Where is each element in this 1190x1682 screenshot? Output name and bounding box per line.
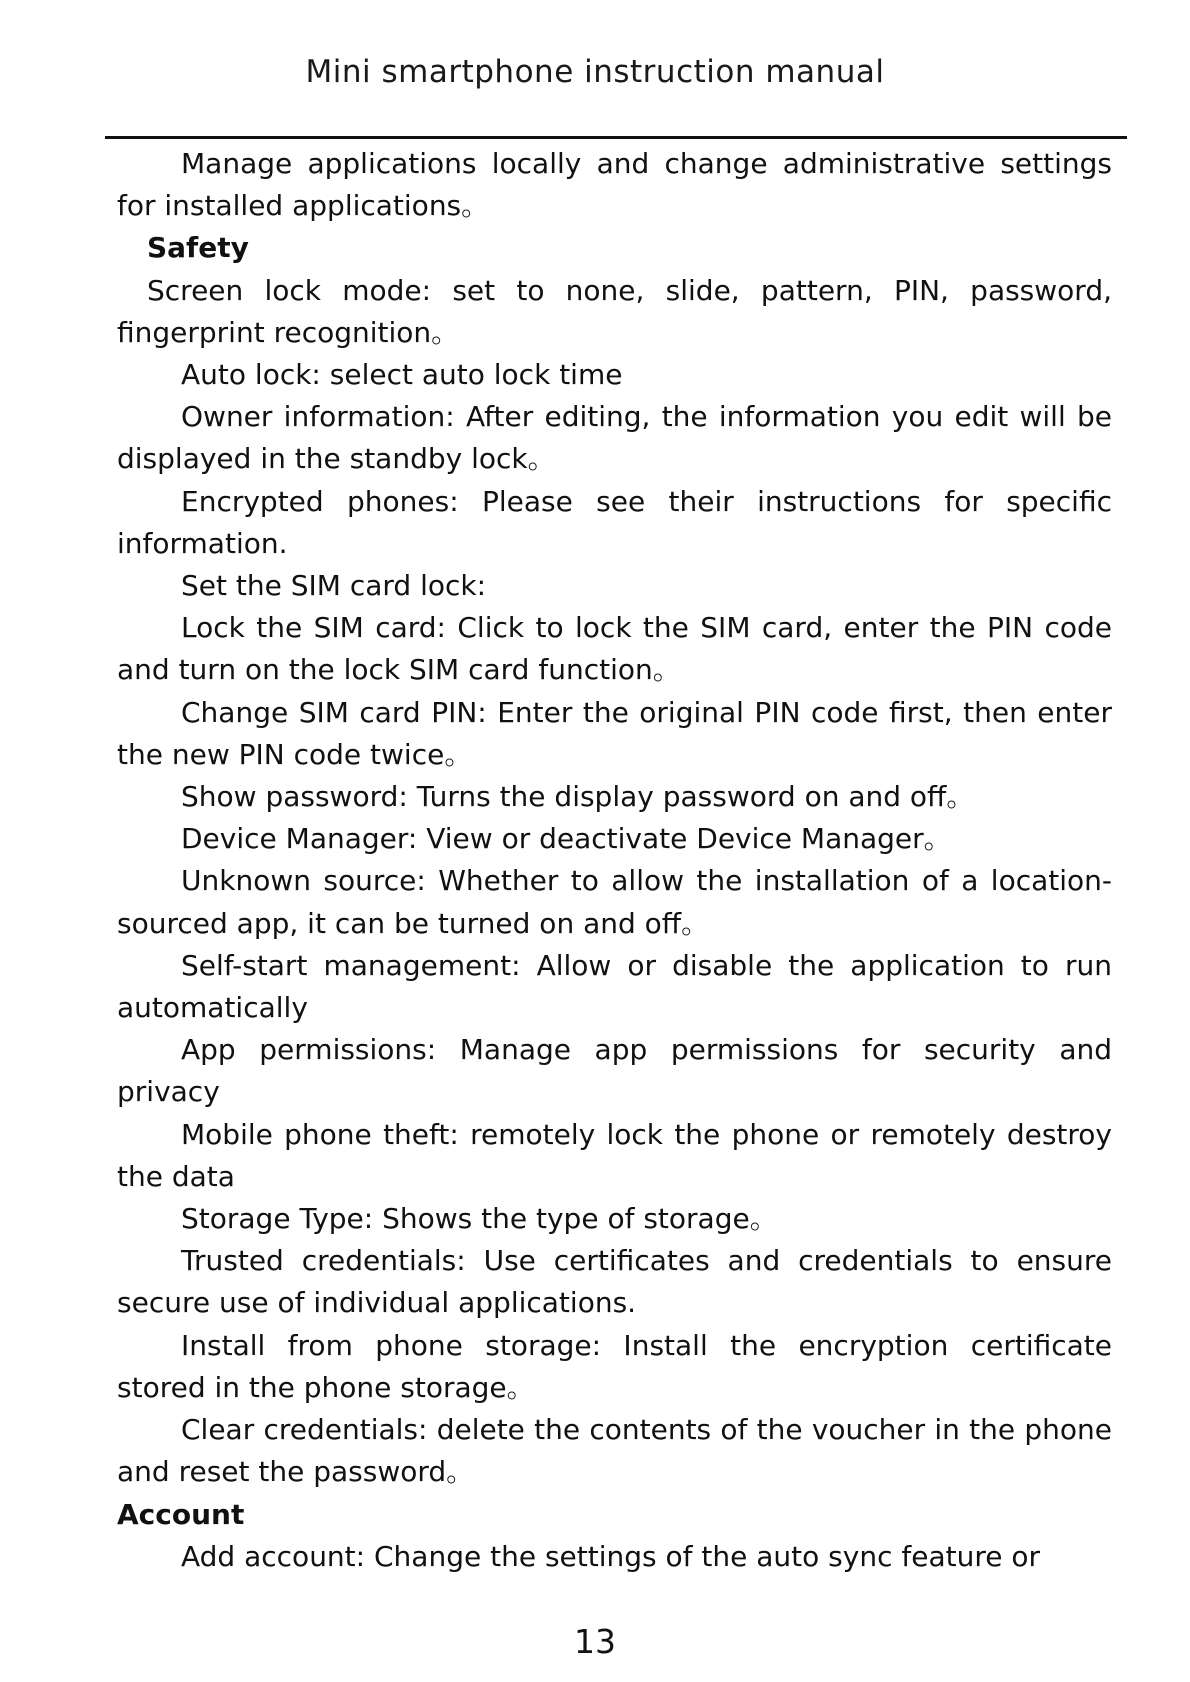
safety-item-show-password: Show password: Turns the display password on and off。 — [181, 780, 975, 814]
safety-item-screen-lock: Screen lock mode: set to none, slide, pattern, PIN, password, fingerprint recognition。 — [117, 273, 1112, 349]
section-heading-account: Account — [117, 1497, 245, 1531]
account-item-add-account: Add account: Change the settings of the auto sync feature or — [181, 1539, 1040, 1573]
safety-item-unknown-source: Unknown source: Whether to allow the installation of a location-sourced app, it can be turned on and off。 — [117, 864, 1112, 940]
safety-item-change-sim-pin: Change SIM card PIN: Enter the original PIN code first, then enter the new PIN code twice。 — [117, 695, 1112, 771]
intro-paragraph: Manage applications locally and change administrative settings for installed applications。 — [117, 147, 1112, 223]
safety-item-self-start: Self-start management: Allow or disable the application to run automatically — [117, 948, 1112, 1025]
safety-item-device-manager: Device Manager: View or deactivate Device Manager。 — [181, 822, 952, 856]
safety-item-sim-card-lock: Set the SIM card lock: — [181, 569, 487, 603]
manual-body — [117, 143, 1112, 1578]
safety-item-owner-information: Owner information: After editing, the information you edit will be displayed in the standby lock。 — [117, 400, 1112, 476]
safety-item-trusted-credentials: Trusted credentials: Use certificates and credentials to ensure secure use of individual applications. — [117, 1244, 1112, 1320]
safety-item-auto-lock: Auto lock: select auto lock time — [181, 358, 623, 392]
page-number: 13 — [574, 1622, 616, 1661]
safety-item-app-permissions: App permissions: Manage app permissions for security and privacy — [117, 1033, 1112, 1109]
safety-item-phone-theft: Mobile phone theft: remotely lock the phone or remotely destroy the data — [117, 1117, 1112, 1193]
page-header-title: Mini smartphone instruction manual — [305, 54, 885, 90]
safety-item-install-from-storage: Install from phone storage: Install the encryption certificate stored in the phone storage。 — [117, 1328, 1112, 1404]
header-divider — [105, 136, 1127, 139]
safety-item-encrypted-phones: Encrypted phones: Please see their instructions for specific information. — [117, 484, 1112, 560]
safety-item-clear-credentials: Clear credentials: delete the contents of the voucher in the phone and reset the password。 — [117, 1413, 1112, 1489]
safety-item-storage-type: Storage Type: Shows the type of storage。 — [181, 1202, 778, 1236]
section-heading-safety: Safety — [147, 231, 249, 265]
safety-item-lock-sim-card: Lock the SIM card: Click to lock the SIM card, enter the PIN code and turn on the lock SIM card function。 — [117, 611, 1112, 687]
